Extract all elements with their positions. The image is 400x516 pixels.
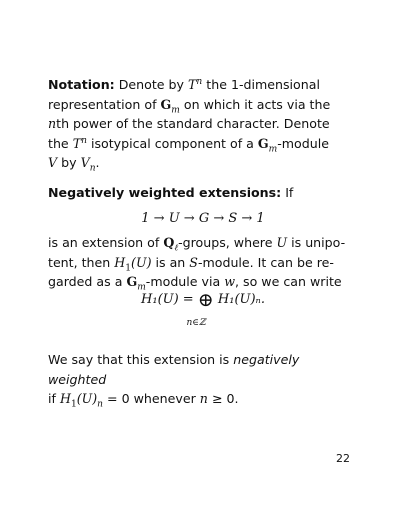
direct-sum-symbol: ⊕ — [197, 289, 214, 311]
notation-line-1: Notation: Denote by $T^n$ the 1-dimensional — [48, 76, 320, 92]
negative-weights-heading-line: Negatively weighted extensions: If — [48, 185, 294, 200]
emphasis-term: negatively weighted — [48, 352, 300, 387]
page-number: 22 — [336, 452, 350, 465]
extension-line-1: is an extension of $Q_\ell$-groups, where U is unipo- — [48, 235, 346, 254]
extension-paragraph — [48, 233, 358, 292]
conclusion-line-2: if $H_1(U)_n = 0$ whenever n ≥ 0. — [48, 391, 239, 410]
extension-line-2: tent, then $H_1(U)$ is an S-module. It can be re- — [48, 254, 334, 274]
extension-line-3: garded as a $G_m$-module via w, so we can write — [48, 274, 342, 293]
notation-line-4: the $T^n$ isotypical component of a $G_m$-module — [48, 135, 329, 155]
notation-line-5: V by $V_n$. — [48, 155, 100, 174]
notation-line-2: representation of $G_m$ on which it acts via the — [48, 96, 331, 116]
direct-sum-equation: H₁(U) = ⊕ H₁(U)ₙ. n∈ℤ — [48, 290, 358, 330]
conclusion-paragraph — [48, 350, 358, 409]
direct-sum-index: n∈ℤ — [186, 318, 206, 328]
notation-paragraph — [48, 75, 358, 173]
notation-heading: Notation: — [48, 77, 115, 92]
exact-sequence: 1 → U → G → S → 1 — [141, 211, 265, 226]
negative-weights-heading: Negatively weighted extensions: — [48, 185, 282, 200]
conclusion-line-1: We say that this extension is negatively weighted — [48, 352, 300, 387]
notation-line-3: nth power of the standard character. Denote — [48, 116, 330, 131]
